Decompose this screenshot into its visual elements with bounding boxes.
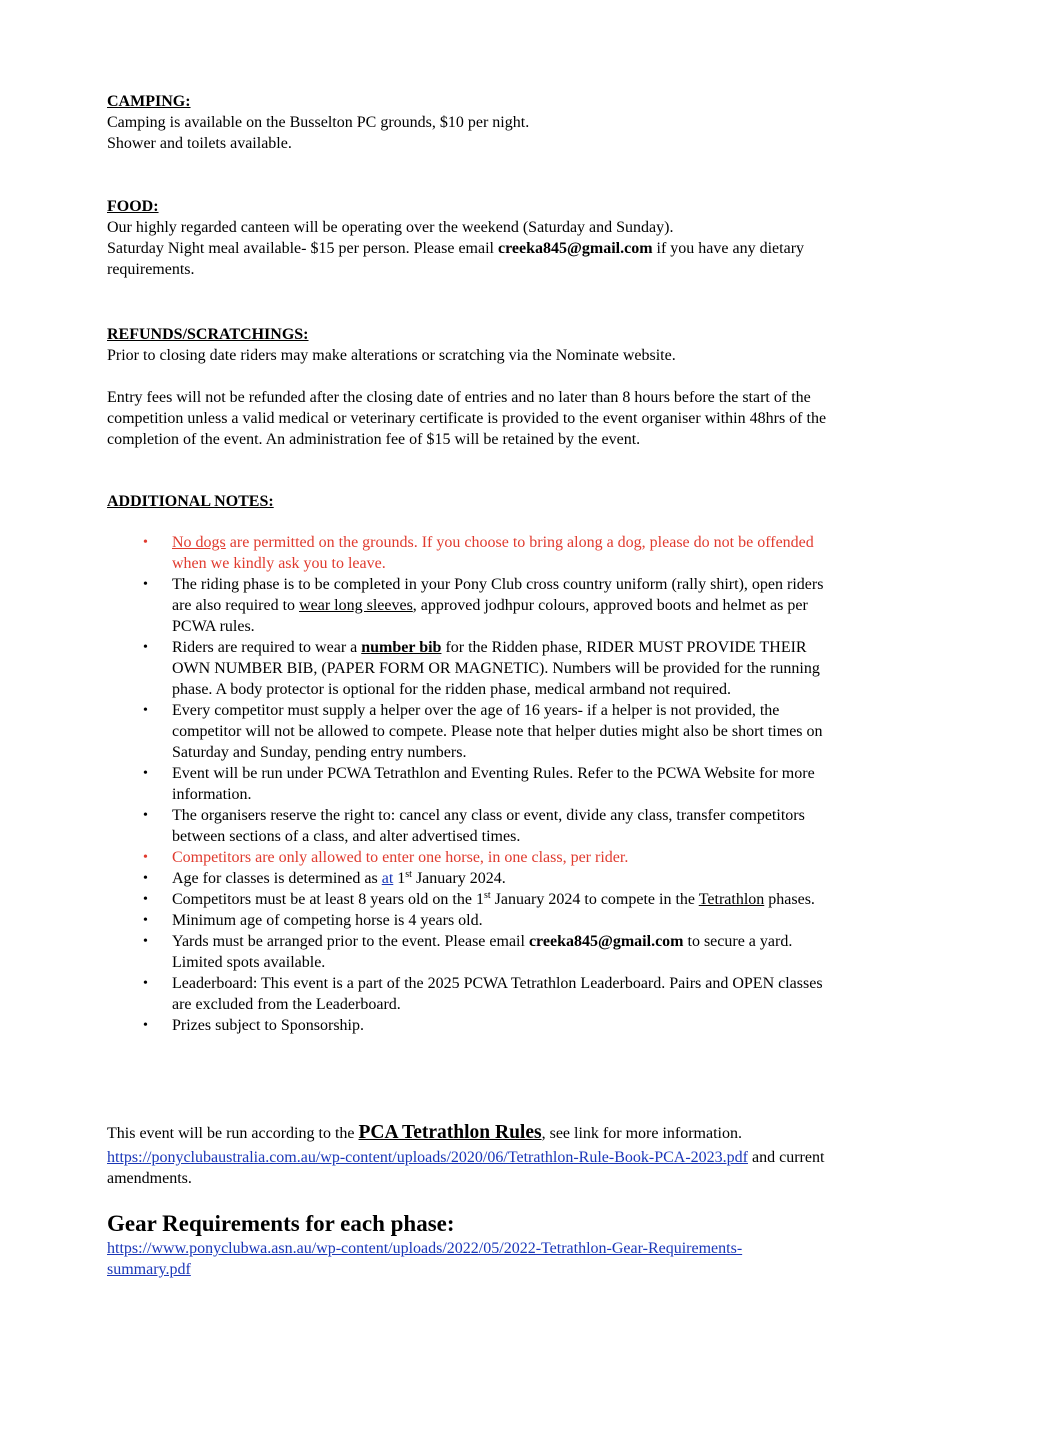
refunds-text: completion of the event. An administration fee of $15 will be retained by the event.: [107, 431, 641, 448]
bullet-icon: •: [143, 850, 148, 865]
bullet-icon: •: [143, 703, 148, 718]
note-text: phases.: [764, 891, 815, 908]
refunds-heading: REFUNDS/SCRATCHINGS:: [107, 326, 309, 343]
list-item: [107, 574, 937, 637]
note-text: Yards must be arranged prior to the event. Please email: [172, 933, 529, 950]
rules-text: , see link for more information.: [541, 1125, 742, 1142]
note-text: January 2024 to compete in the: [490, 891, 699, 908]
note-text: 1: [393, 870, 406, 887]
note-text: The riding phase is to be completed in your Pony Club cross country uniform (rally shirt), open riders: [172, 576, 824, 593]
camping-text: Camping is available on the Busselton PC grounds, $10 per night.: [107, 114, 530, 131]
note-text: Prizes subject to Sponsorship.: [172, 1017, 364, 1034]
gear-url-link[interactable]: summary.pdf: [107, 1261, 191, 1278]
rules-url-link[interactable]: https://ponyclubaustralia.com.au/wp-content/uploads/2020/06/Tetrathlon-Rule-Book-PCA-2023.pdf: [107, 1149, 748, 1166]
list-item: [107, 889, 937, 910]
note-text: to secure a yard.: [683, 933, 793, 950]
bullet-icon: •: [143, 976, 148, 991]
list-item: [107, 868, 937, 889]
refunds-text: competition unless a valid medical or veterinary certificate is provided to the event organiser within 48hrs of the: [107, 410, 827, 427]
list-item: [107, 847, 937, 868]
camping-section: [107, 92, 529, 154]
rules-text: and current: [748, 1149, 825, 1166]
bullet-icon: •: [143, 535, 148, 550]
contact-email: creeka845@gmail.com: [497, 240, 653, 257]
list-item: [107, 1015, 937, 1036]
note-text: Tetrathlon: [698, 891, 765, 908]
bullet-icon: •: [143, 640, 148, 655]
bullet-icon: •: [143, 1018, 148, 1033]
note-text: January 2024.: [411, 870, 506, 887]
food-text: requirements.: [107, 261, 195, 278]
note-text: Minimum age of competing horse is 4 years old.: [172, 912, 483, 929]
note-text: Saturday and Sunday, pending entry numbers.: [172, 744, 467, 761]
note-text: Leaderboard: This event is a part of the 2025 PCWA Tetrathlon Leaderboard. Pairs and OPEN classes: [172, 975, 823, 992]
bullet-icon: •: [143, 913, 148, 928]
food-heading: FOOD:: [107, 198, 159, 215]
list-item: [107, 532, 937, 574]
contact-email: creeka845@gmail.com: [528, 933, 684, 950]
notes-list: [107, 532, 937, 1036]
note-text: at: [381, 870, 394, 887]
additional-notes-heading: ADDITIONAL NOTES:: [107, 493, 274, 510]
refunds-section: [107, 325, 826, 450]
note-text: Competitors must be at least 8 years old on the 1: [172, 891, 484, 908]
note-text: competitor will not be allowed to compete. Please note that helper duties might also be short times on: [172, 723, 823, 740]
list-item: [107, 973, 937, 1015]
note-text: Every competitor must supply a helper over the age of 16 years- if a helper is not provided, the: [172, 702, 780, 719]
rules-title-link[interactable]: PCA Tetrathlon Rules: [358, 1122, 542, 1143]
bullet-icon: •: [143, 766, 148, 781]
food-text: [107, 238, 804, 259]
refunds-text: Entry fees will not be refunded after the closing date of entries and no later than 8 hours before the start of the: [107, 389, 811, 406]
note-text: between sections of a class, and alter advertised times.: [172, 828, 521, 845]
list-item: [107, 931, 937, 973]
gear-url-link[interactable]: https://www.ponyclubwa.asn.au/wp-content/uploads/2022/05/2022-Tetrathlon-Gear-Requirements-: [107, 1240, 743, 1257]
food-text-part: if you have any dietary: [652, 240, 805, 257]
camping-text: Shower and toilets available.: [107, 135, 292, 152]
note-text: Competitors are only allowed to enter one horse, in one class, per rider.: [172, 849, 629, 866]
note-text: are permitted on the grounds. If you choose to bring along a dog, please do not be offended: [225, 534, 814, 551]
list-item: [107, 637, 937, 700]
bullet-icon: •: [143, 808, 148, 823]
note-text: PCWA rules.: [172, 618, 255, 635]
note-text: The organisers reserve the right to: cancel any class or event, divide any class, transfer competitors: [172, 807, 805, 824]
note-text: OWN NUMBER BIB, (PAPER FORM OR MAGNETIC). Numbers will be provided for the running: [172, 660, 820, 677]
list-item: [107, 805, 937, 847]
food-text-part: Saturday Night meal available- $15 per person. Please email: [107, 240, 498, 257]
rules-text: This event will be run according to the: [107, 1125, 359, 1142]
note-text: when we kindly ask you to leave.: [172, 555, 386, 572]
list-item: [107, 910, 937, 931]
rules-section: [107, 1120, 824, 1189]
list-item: [107, 763, 937, 805]
note-text: No dogs: [172, 534, 226, 551]
note-text: number bib: [361, 639, 442, 656]
food-section: [107, 197, 804, 280]
note-text: Age for classes is determined as: [172, 870, 382, 887]
note-text: phase. A body protector is optional for the ridden phase, medical armband not required.: [172, 681, 731, 698]
gear-section: [107, 1210, 742, 1280]
note-text: information.: [172, 786, 252, 803]
note-text: st: [405, 869, 412, 880]
note-text: , approved jodhpur colours, approved boots and helmet as per: [412, 597, 808, 614]
note-text: Limited spots available.: [172, 954, 326, 971]
note-text: for the Ridden phase, RIDER MUST PROVIDE THEIR: [441, 639, 807, 656]
food-text: Our highly regarded canteen will be operating over the weekend (Saturday and Sunday).: [107, 219, 674, 236]
list-item: [107, 700, 937, 763]
bullet-icon: •: [143, 934, 148, 949]
rules-text: amendments.: [107, 1170, 192, 1187]
bullet-icon: •: [143, 577, 148, 592]
bullet-icon: •: [143, 871, 148, 886]
note-text: Riders are required to wear a: [172, 639, 362, 656]
note-text: are also required to: [172, 597, 300, 614]
bullet-icon: •: [143, 892, 148, 907]
note-text: st: [483, 890, 491, 901]
camping-heading: CAMPING:: [107, 93, 191, 110]
note-text: wear long sleeves: [299, 597, 413, 614]
gear-title: Gear Requirements for each phase:: [107, 1211, 455, 1236]
note-text: are excluded from the Leaderboard.: [172, 996, 401, 1013]
refunds-text: Prior to closing date riders may make alterations or scratching via the Nominate website.: [107, 347, 676, 364]
note-text: Event will be run under PCWA Tetrathlon and Eventing Rules. Refer to the PCWA Website for more: [172, 765, 815, 782]
